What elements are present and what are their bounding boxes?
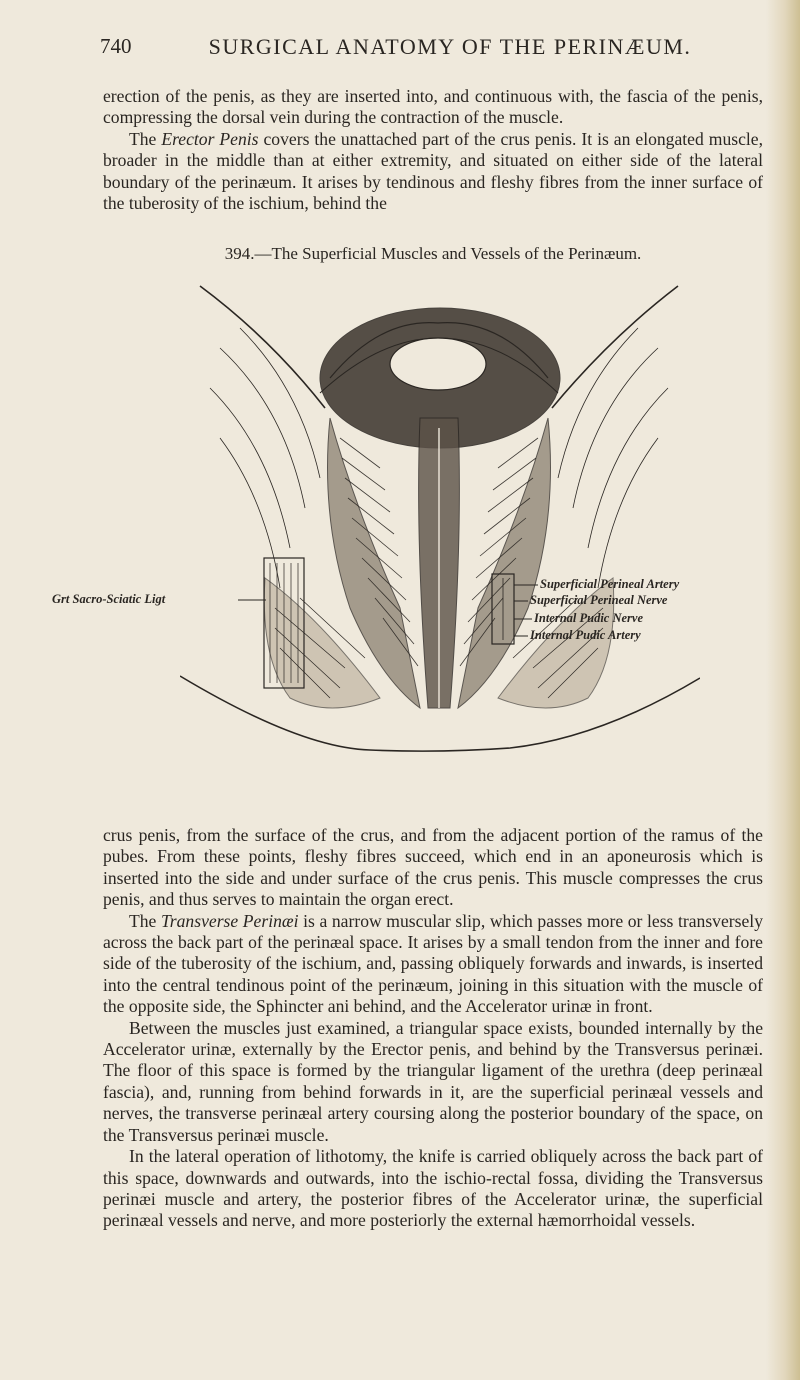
- paragraph-crus-penis: crus penis, from the surface of the crus, and from the adjacent portion of the ramus of the pubes. From these points, fleshy fibres succeed, which end in an aponeurosis which is inserted into the side and under surface of the crus penis. This muscle compresses the crus penis, and thus serves to maintain the organ erect.: [103, 825, 763, 910]
- label-internal-pudic-nerve: Internal Pudic Nerve: [534, 611, 644, 625]
- label-internal-pudic-artery: Internal Pudic Artery: [530, 628, 641, 642]
- perineum-figure: [52, 278, 700, 798]
- paragraph-lithotomy: In the lateral operation of lithotomy, the knife is carried obliquely across the back part of this space, downwards and outwards, into the ischio-rectal fossa, dividing the Transversus perinæi muscle and artery, the posterior fibres of the Accelerator urinæ, the superficial perinæal vessels and nerve, and more posteriorly the external hæmorrhoidal vessels.: [103, 1146, 763, 1231]
- paragraph-body: covers the unattached part of the crus penis. It is an elongated muscle, broader in the middle than at either extremity, and situated on either side of the lateral boundary of the perinæum. It arises by tendinous and fleshy fibres from the inner surface of the tuberosity of the ischium, behind the: [103, 128, 763, 214]
- top-text-block: [103, 86, 763, 214]
- running-header: [100, 34, 760, 64]
- paragraph-body: is a narrow muscular slip, which passes more or less transversely across the back part of the perinæal space. It arises by a small tendon from the inner and fore side of the tuberosity of the ischium, and, passing obliquely forwards and inwards, is inserted into the central tendinous point of the perinæum, joining in this situation with the muscle of the opposite side, the Sphincter ani behind, and the Accelerator urinæ in front.: [103, 910, 763, 1017]
- bottom-text-block: [103, 825, 763, 1232]
- label-superficial-perineal-nerve: Superficial Perineal Nerve: [530, 593, 668, 607]
- upper-left-boundary: [200, 286, 325, 408]
- page-edge-shadow: [766, 0, 800, 1380]
- term-transverse-perinaei: Transverse Perinæi: [160, 910, 299, 931]
- term-erector-penis: Erector Penis: [161, 128, 259, 149]
- paragraph-transverse-perinaei: [103, 911, 763, 1018]
- running-title: SURGICAL ANATOMY OF THE PERINÆUM.: [208, 34, 692, 59]
- page-number: 740: [100, 34, 132, 58]
- gluteal-hatching-right: [558, 328, 668, 588]
- gluteal-hatching-left: [210, 328, 320, 588]
- upper-right-boundary: [552, 286, 678, 408]
- label-rectum: Rectum: [408, 344, 450, 359]
- label-superficial-perineal-artery: Superficial Perineal Artery: [540, 577, 680, 591]
- label-sacro-sciatic-ligament: Grt Sacro-Sciatic Ligt: [52, 592, 166, 606]
- paragraph-triangular-space: Between the muscles just examined, a triangular space exists, bounded internally by the Accelerator urinæ, externally by the Erector penis, and behind by the Transversus perinæi. The floor of this space is formed by the triangular ligament of the urethra (deep perinæal fascia), and, running from behind forwards in it, are the superficial perinæal vessels and nerves, the transverse perinæal artery coursing along the posterior boundary of the space, on the Transversus perinæi muscle.: [103, 1017, 763, 1145]
- paragraph-prefix: The: [129, 910, 161, 931]
- figure-caption: 394.—The Superficial Muscles and Vessels of the Perinæum.: [224, 244, 642, 263]
- paragraph-continuation: erection of the penis, as they are inserted into, and continuous with, the fascia of the penis, compressing the dorsal vein during the contraction of the muscle.: [103, 86, 763, 128]
- paragraph-prefix: The: [129, 128, 162, 149]
- paragraph-erector-penis: [103, 129, 763, 215]
